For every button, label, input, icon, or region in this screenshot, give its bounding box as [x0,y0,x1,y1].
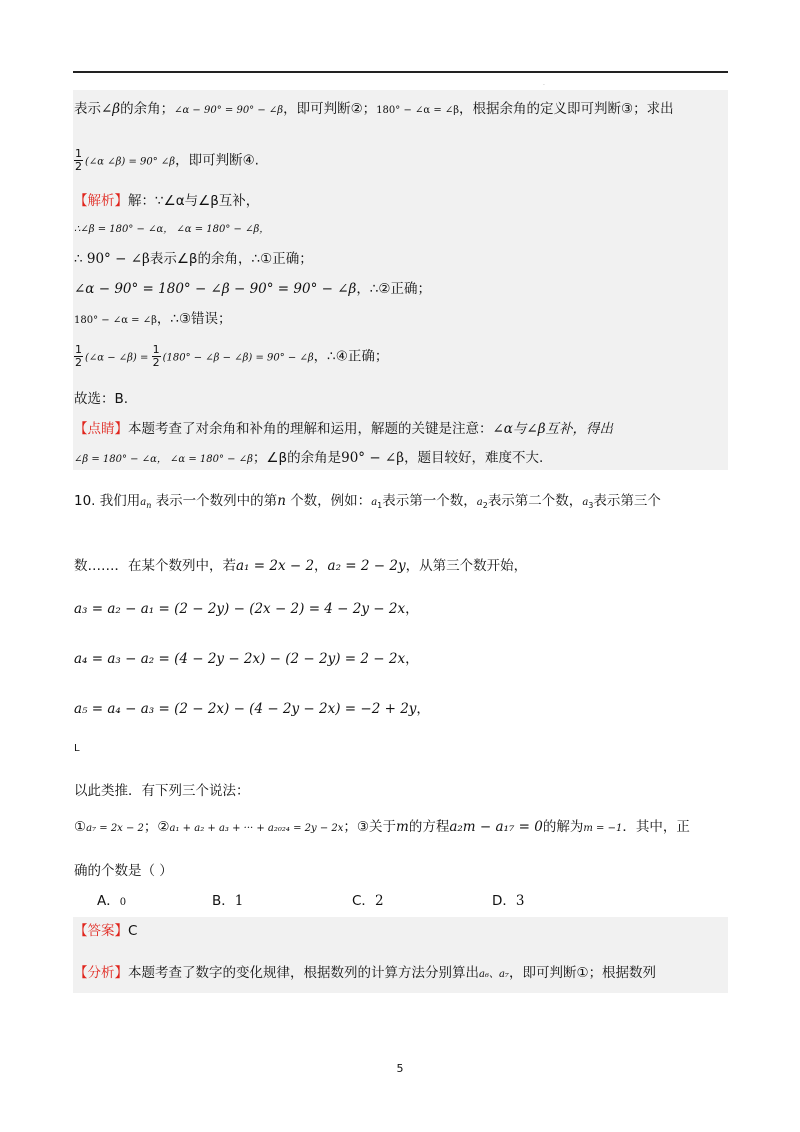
fraction-half: $\frac{1}{2}$ [75,147,82,173]
q10-line-2: 数……．在某个数列中，若a₁ = 2x − 2，a₂ = 2 − 2y，从第三个数开始， [74,558,528,574]
header-rule [73,71,728,73]
comment-line-1: 【点睛】本题考查了对余角和补角的理解和运用，解题的关键是注意：∠α与∠β互补，得出 [74,421,614,437]
q10-eq-a3: a₃ = a₂ − a₁ = (2 − 2y) − (2x − 2) = 4 − 2y − 2x， [74,601,419,617]
solution-line-2: ∴∠β = 180° − ∠α， ∠α = 180° − ∠β， [74,224,270,235]
solution-line-5: 180° − ∠α = ∠β，∴③错误； [74,311,232,327]
analysis-tail-line-1: 表示∠β的余角；∠α − 90° = 90° − ∠β，即可判断②；180° − ∠α = ∠β，根据余角的定义即可判断③；求出 [74,101,674,117]
analysis-tail-line-2: $\frac{1}{2}$ (∠α ∠β) = 90° ∠β，即可判断④. [75,147,259,173]
analysis-line: 【分析】本题考查了数字的变化规律，根据数列的计算方法分别算出a₆、a₇，即可判断①；根据数列 [74,965,657,981]
solution-line-3: ∴ 90° − ∠β表示∠β的余角，∴①正确； [74,251,313,267]
solution-choice: 故选：B. [74,391,129,407]
comment-line-2: ∠β = 180° − ∠α， ∠α = 180° − ∠β；∠β的余角是90° − ∠β，题目较好，难度不大. [74,450,544,466]
solution-line-1: 【解析】解：∵∠α与∠β互补， [74,193,260,209]
q10-eq-a4: a₄ = a₃ − a₂ = (4 − 2y − 2x) − (2 − 2y) = 2 − 2x， [74,651,419,667]
solution-line-6: $\frac{1}{2}$ (∠α − ∠β) = $\frac{1}{2}$ (180° − ∠β − ∠β) = 90° − ∠β，∴④正确； [75,343,389,369]
answer-tag: 【答案】 [74,923,128,939]
fraction-half-b: $\frac{1}{2}$ [152,343,160,369]
fraction-half-a: $\frac{1}{2}$ [75,343,82,369]
q10-infer: 以此类推．有下列三个说法： [74,783,250,799]
option-b: B．1 [212,893,244,909]
q10-ellipsis: L [74,743,80,754]
analysis-tag: 【分析】 [74,965,128,981]
solution-tag: 【解析】 [74,193,128,209]
answer-line: 【答案】C [74,923,138,939]
option-a: A．0 [97,893,127,909]
header-dot: . [543,80,545,87]
option-d: D．3 [492,893,525,909]
comment-tag: 【点睛】 [74,421,128,437]
q10-line-1: 10. 我们用$a_n$ 表示一个数列中的第n 个数，例如：$a_1$表示第一个数，$a_2$表示第二个数，$a_3$表示第三个 [74,493,661,510]
q10-eq-a5: a₅ = a₄ − a₃ = (2 − 2x) − (4 − 2y − 2x) = −2 + 2y， [74,701,430,717]
page-number: 5 [396,1062,404,1075]
option-c: C．2 [352,893,384,909]
q10-statements: ①a₇ = 2x − 2；②a₁ + a₂ + a₃ + ··· + a₂₀₂₄ = 2y − 2x；③关于m的方程a₂m − a₁₇ = 0的解为m = −1．其中，正 [74,819,690,835]
solution-line-4: ∠α − 90° = 180° − ∠β − 90° = 90° − ∠β，∴②正确； [74,281,432,297]
q10-question: 确的个数是（ ） [74,863,173,879]
